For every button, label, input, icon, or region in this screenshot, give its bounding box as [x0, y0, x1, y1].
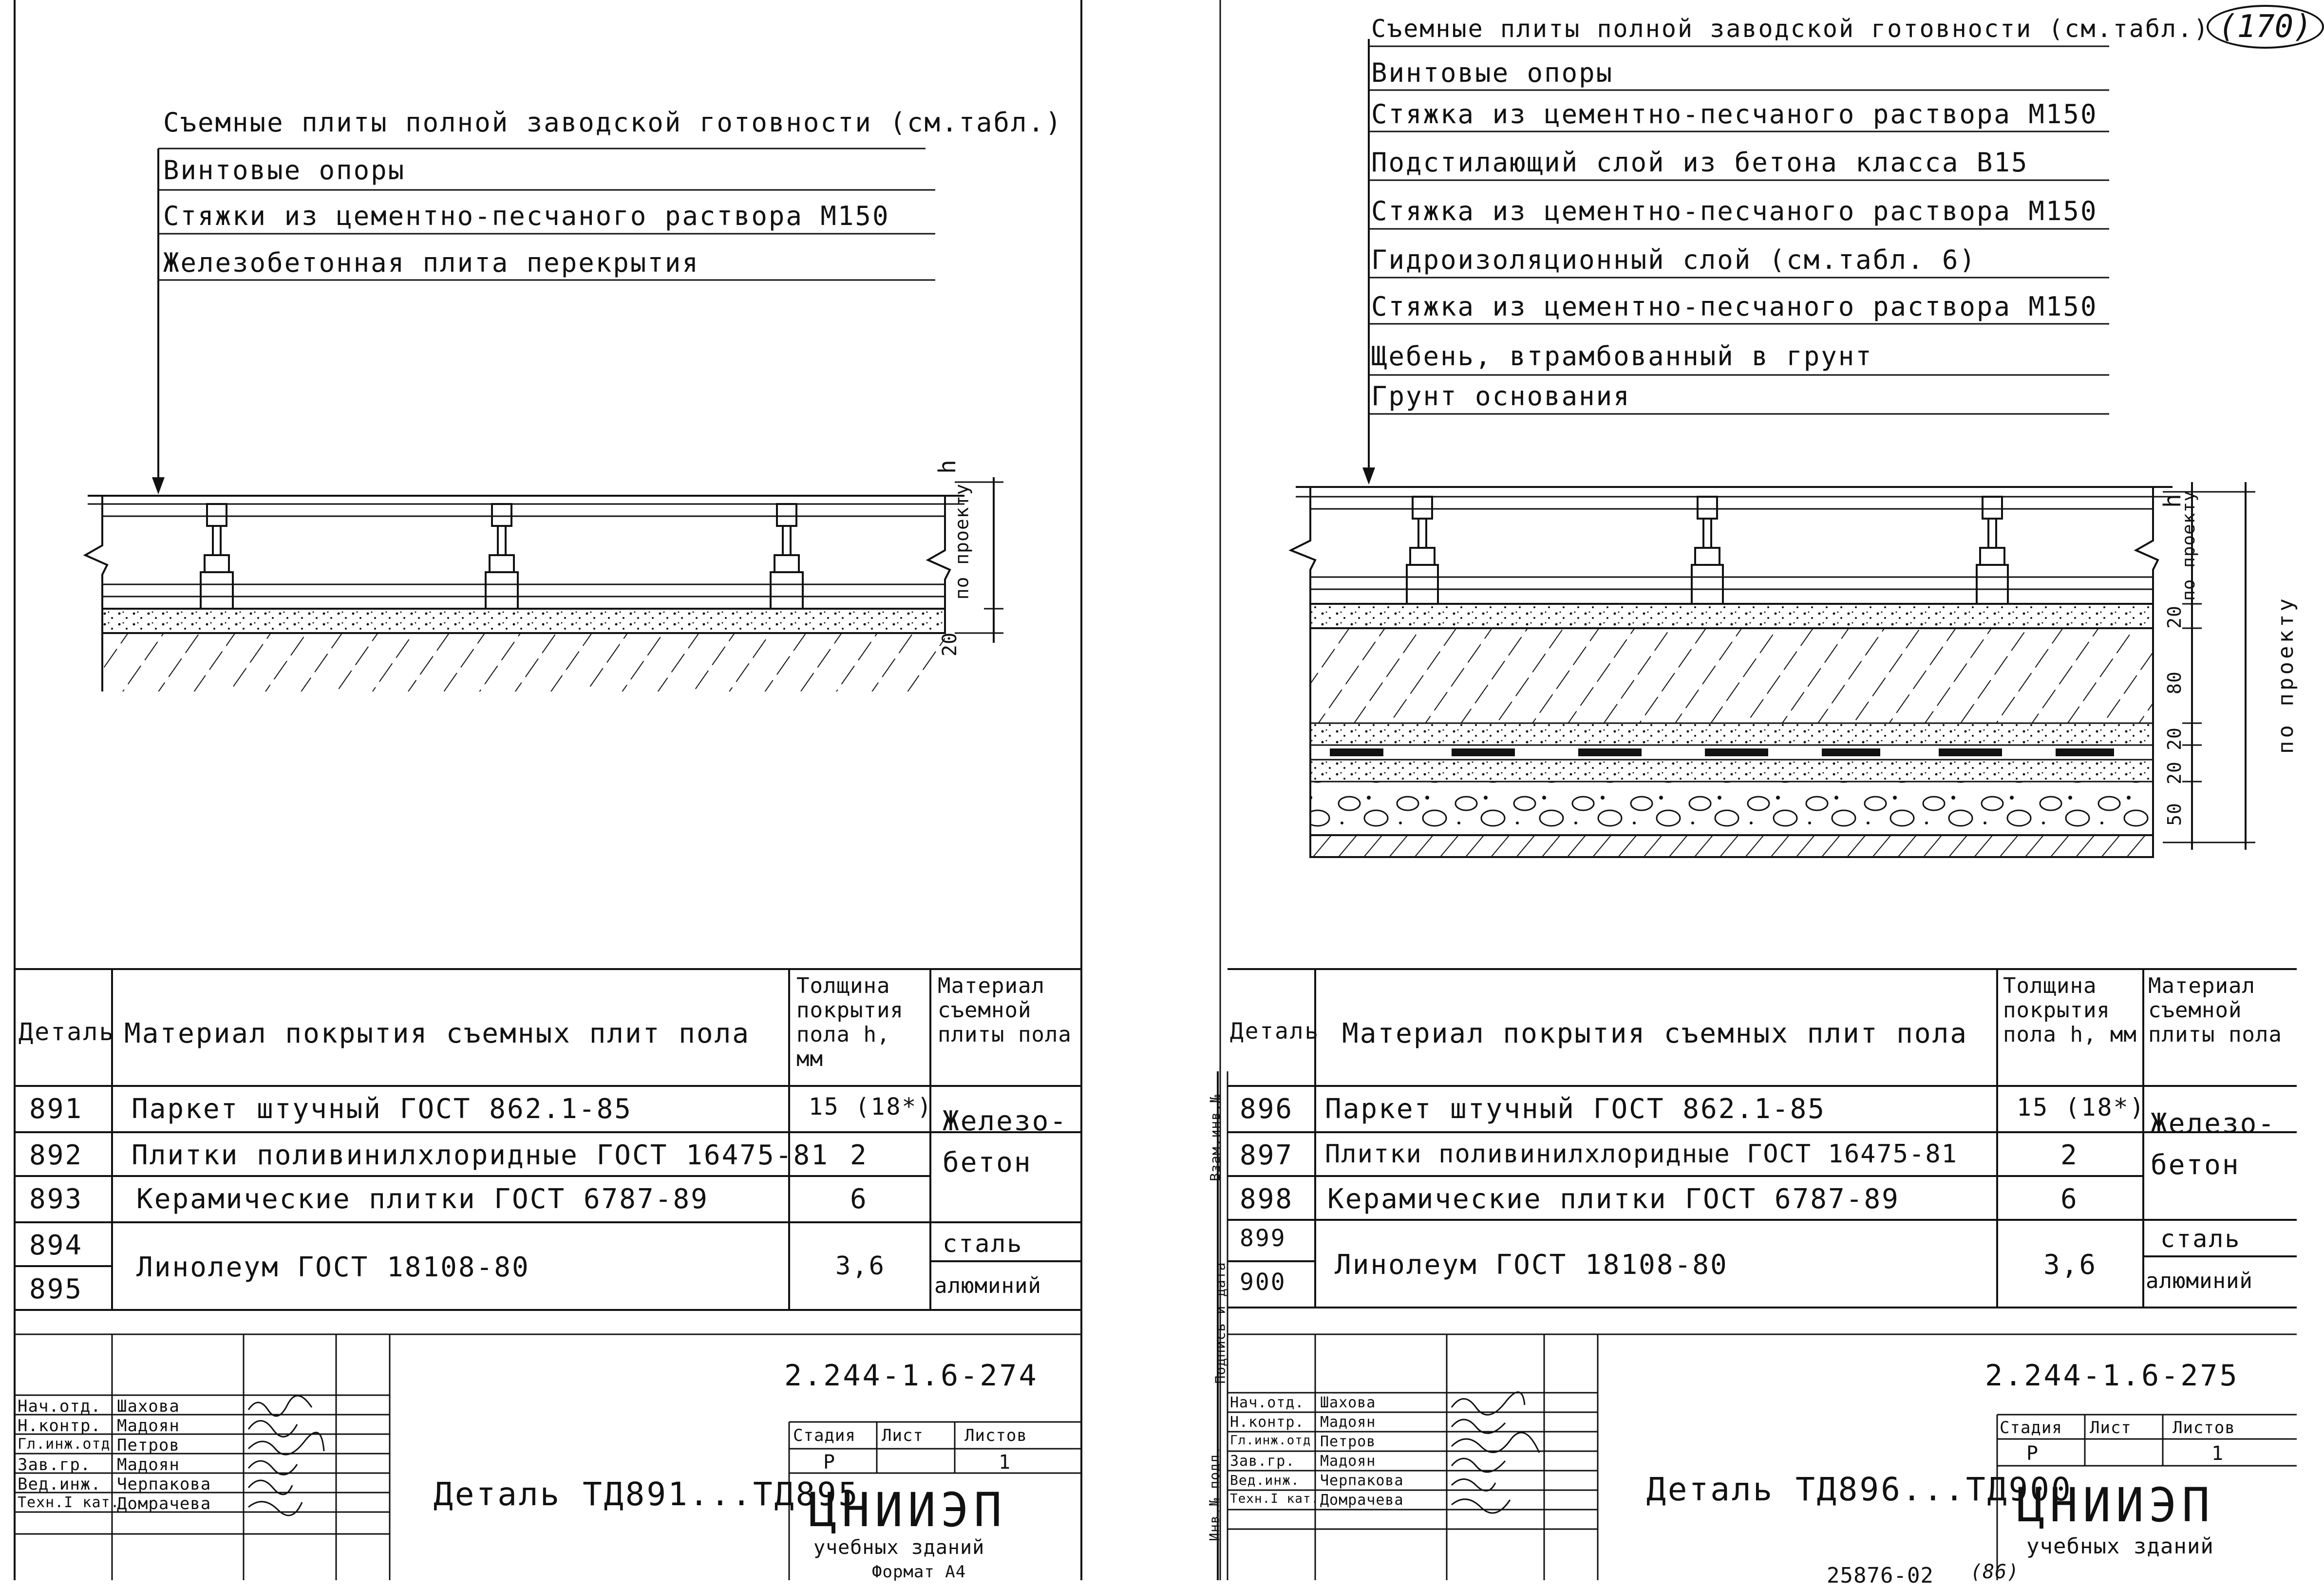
- signer-name: Петров: [1320, 1433, 1376, 1450]
- table-header-material: Материал покрытия съемных плит пола: [124, 1018, 751, 1049]
- signer-name: Черпакова: [117, 1475, 211, 1494]
- plate-material-cell: сталь: [943, 1230, 1023, 1258]
- layer-label: Стяжка из цементно-песчаного раствора М150: [1371, 99, 2098, 130]
- detail-number: 895: [29, 1273, 83, 1305]
- organization-name: ЦНИИЭП: [809, 1483, 1007, 1537]
- bottom-note-2: (86): [1970, 1561, 2020, 1583]
- thickness-cell: 6: [2060, 1183, 2078, 1215]
- signer-name: Мадоян: [1320, 1414, 1376, 1431]
- dim-20: 20: [2163, 761, 2185, 785]
- thickness-cell: 2: [850, 1140, 868, 1171]
- layer-label: Гидроизоляционный слой (см.табл. 6): [1371, 244, 1977, 275]
- signer-name: Шахова: [1320, 1394, 1376, 1411]
- material-cell: Линолеум ГОСТ 18108-80: [1335, 1249, 1728, 1281]
- detail-number: 898: [1240, 1183, 1294, 1215]
- stage-label: Стадия: [2000, 1418, 2062, 1438]
- document-number: 2.244-1.6-275: [1985, 1359, 2239, 1393]
- organization-subtitle: учебных зданий: [813, 1536, 985, 1559]
- table-header-detail: Деталь: [1230, 1018, 1320, 1044]
- material-cell: Паркет штучный ГОСТ 862.1-85: [132, 1093, 633, 1125]
- material-cell: Керамические плитки ГОСТ 6787-89: [1327, 1183, 1900, 1215]
- signer-name: Мадоян: [117, 1416, 180, 1436]
- plate-material-cell: Железо-: [943, 1105, 1068, 1137]
- layer-label: Съемные плиты полной заводской готовности (см.табл.): [1371, 15, 2210, 43]
- drawing-title: Деталь ТД896...ТД900: [1646, 1471, 2073, 1508]
- signer-name: Черпакова: [1320, 1472, 1404, 1489]
- document-number: 2.244-1.6-274: [784, 1359, 1039, 1393]
- role-label: Нач.отд.: [18, 1397, 101, 1416]
- stage-value: Р: [823, 1451, 836, 1474]
- table-header-detail: Деталь: [19, 1018, 115, 1046]
- layer-label: Железобетонная плита перекрытия: [163, 247, 699, 278]
- signer-name: Домрачева: [117, 1494, 211, 1513]
- table-header-plate-material: Материал съемной плиты пола: [2148, 973, 2282, 1047]
- left-drawing-sheet: [0, 0, 1115, 1580]
- thickness-cell: 3,6: [2043, 1249, 2097, 1281]
- signatures: [1218, 0, 2297, 1580]
- organization-subtitle: учебных зданий: [2026, 1534, 2214, 1559]
- plate-material-cell: сталь: [2160, 1225, 2241, 1253]
- side-label: Подпись и дата: [1212, 1262, 1228, 1384]
- signer-name: Шахова: [117, 1397, 180, 1416]
- dim-project: по проекту: [951, 483, 973, 600]
- table-header-material: Материал покрытия съемных плит пола: [1342, 1018, 1968, 1049]
- sheet-label: Лист: [882, 1426, 924, 1445]
- dim-80: 80: [2163, 671, 2185, 694]
- material-cell: Плитки поливинилхлоридные ГОСТ 16475-81: [1325, 1140, 1958, 1169]
- thickness-cell: 15 (18*): [809, 1093, 933, 1121]
- detail-number: 899: [1240, 1225, 1286, 1252]
- table-header-thickness: Толщина покрытия пола h, мм: [2003, 973, 2137, 1047]
- layer-label: Подстилающий слой из бетона класса В15: [1371, 147, 2029, 178]
- layer-label: Стяжка из цементно-песчаного раствора М150: [1371, 291, 2098, 322]
- role-label: Техн.І кат.: [18, 1494, 120, 1511]
- dim-20: 20: [2163, 605, 2185, 629]
- plate-material-cell: Железо-: [2151, 1108, 2276, 1140]
- plate-material-cell: алюминий: [934, 1273, 1041, 1298]
- drawing-title: Деталь ТД891...ТД895: [434, 1476, 860, 1513]
- sheets-value: 1: [999, 1451, 1011, 1474]
- detail-number: 893: [29, 1183, 83, 1215]
- signer-name: Петров: [117, 1436, 180, 1455]
- layer-label: Винтовые опоры: [163, 155, 406, 186]
- right-drawing-sheet: [1206, 0, 2298, 1588]
- layer-label: Стяжка из цементно-песчаного раствора М150: [1371, 196, 2098, 226]
- dim-h: h: [2158, 493, 2186, 508]
- role-label: Зав.гр.: [18, 1455, 91, 1475]
- role-label: Гл.инж.отд: [1230, 1433, 1311, 1448]
- material-cell: Керамические плитки ГОСТ 6787-89: [136, 1183, 709, 1215]
- role-label: Гл.инж.отд: [18, 1436, 111, 1453]
- layer-label: Стяжки из цементно-песчаного раствора М150: [163, 201, 890, 231]
- thickness-cell: 6: [850, 1183, 868, 1215]
- signer-name: Домрачева: [1320, 1492, 1404, 1509]
- stage-label: Стадия: [793, 1426, 856, 1445]
- material-cell: Плитки поливинилхлоридные ГОСТ 16475-81: [132, 1140, 829, 1171]
- plate-material-cell: алюминий: [2146, 1269, 2253, 1293]
- thickness-cell: 3,6: [835, 1252, 886, 1281]
- role-label: Вед.инж.: [1230, 1472, 1300, 1488]
- dim-project-total: по проекту: [2273, 596, 2298, 754]
- side-label: Взам.инв.№: [1207, 1094, 1223, 1181]
- sheet-format: Формат А4: [872, 1562, 966, 1582]
- plate-material-cell: бетон: [943, 1147, 1032, 1178]
- role-label: Н.контр.: [1230, 1414, 1304, 1431]
- layer-label: Съемные плиты полной заводской готовности (см.табл.): [163, 107, 1063, 138]
- dim-h: h: [933, 459, 961, 474]
- signer-name: Мадоян: [117, 1455, 180, 1475]
- detail-number: 892: [29, 1140, 83, 1171]
- detail-number: 891: [29, 1093, 83, 1125]
- role-label: Н.контр.: [18, 1416, 101, 1436]
- sheets-label: Листов: [964, 1426, 1027, 1445]
- layer-label: Щебень, втрамбованный в грунт: [1371, 341, 1873, 372]
- thickness-cell: 2: [2060, 1140, 2078, 1171]
- detail-number: 897: [1240, 1140, 1294, 1171]
- signer-name: Мадоян: [1320, 1453, 1376, 1470]
- sheets-value: 1: [2211, 1442, 2224, 1465]
- page-number-mark: (170): [2207, 5, 2324, 49]
- role-label: Техн.І кат.: [1230, 1492, 1320, 1506]
- stage-value: Р: [2026, 1442, 2039, 1465]
- signatures: [0, 0, 1115, 1580]
- plate-material-cell: бетон: [2151, 1149, 2240, 1181]
- sheet-label: Лист: [2090, 1418, 2132, 1438]
- layer-label: Грунт основания: [1371, 381, 1631, 411]
- material-cell: Линолеум ГОСТ 18108-80: [136, 1252, 530, 1283]
- detail-number: 896: [1240, 1093, 1294, 1125]
- material-cell: Паркет штучный ГОСТ 862.1-85: [1325, 1093, 1826, 1125]
- sheets-label: Листов: [2173, 1418, 2235, 1438]
- detail-number: 894: [29, 1230, 83, 1261]
- dim-project: по проекту: [2178, 490, 2199, 601]
- role-label: Вед.инж.: [18, 1475, 101, 1494]
- table-header-thickness: Толщина покрытия пола h, мм: [796, 973, 904, 1071]
- thickness-cell: 15 (18*): [2017, 1093, 2146, 1121]
- organization-name: ЦНИИЭП: [2017, 1478, 2215, 1532]
- dim-20: 20: [939, 632, 962, 657]
- table-header-plate-material: Материал съемной плиты пола: [938, 973, 1072, 1047]
- dim-50: 50: [2163, 803, 2185, 826]
- layer-label: Винтовые опоры: [1371, 57, 1614, 88]
- role-label: Зав.гр.: [1230, 1453, 1295, 1470]
- dim-20: 20: [2163, 727, 2185, 750]
- role-label: Нач.отд.: [1230, 1394, 1304, 1411]
- detail-number: 900: [1240, 1269, 1286, 1296]
- side-label: Инв.№ подл.: [1206, 1445, 1223, 1541]
- bottom-note: 25876-02: [1827, 1563, 1934, 1588]
